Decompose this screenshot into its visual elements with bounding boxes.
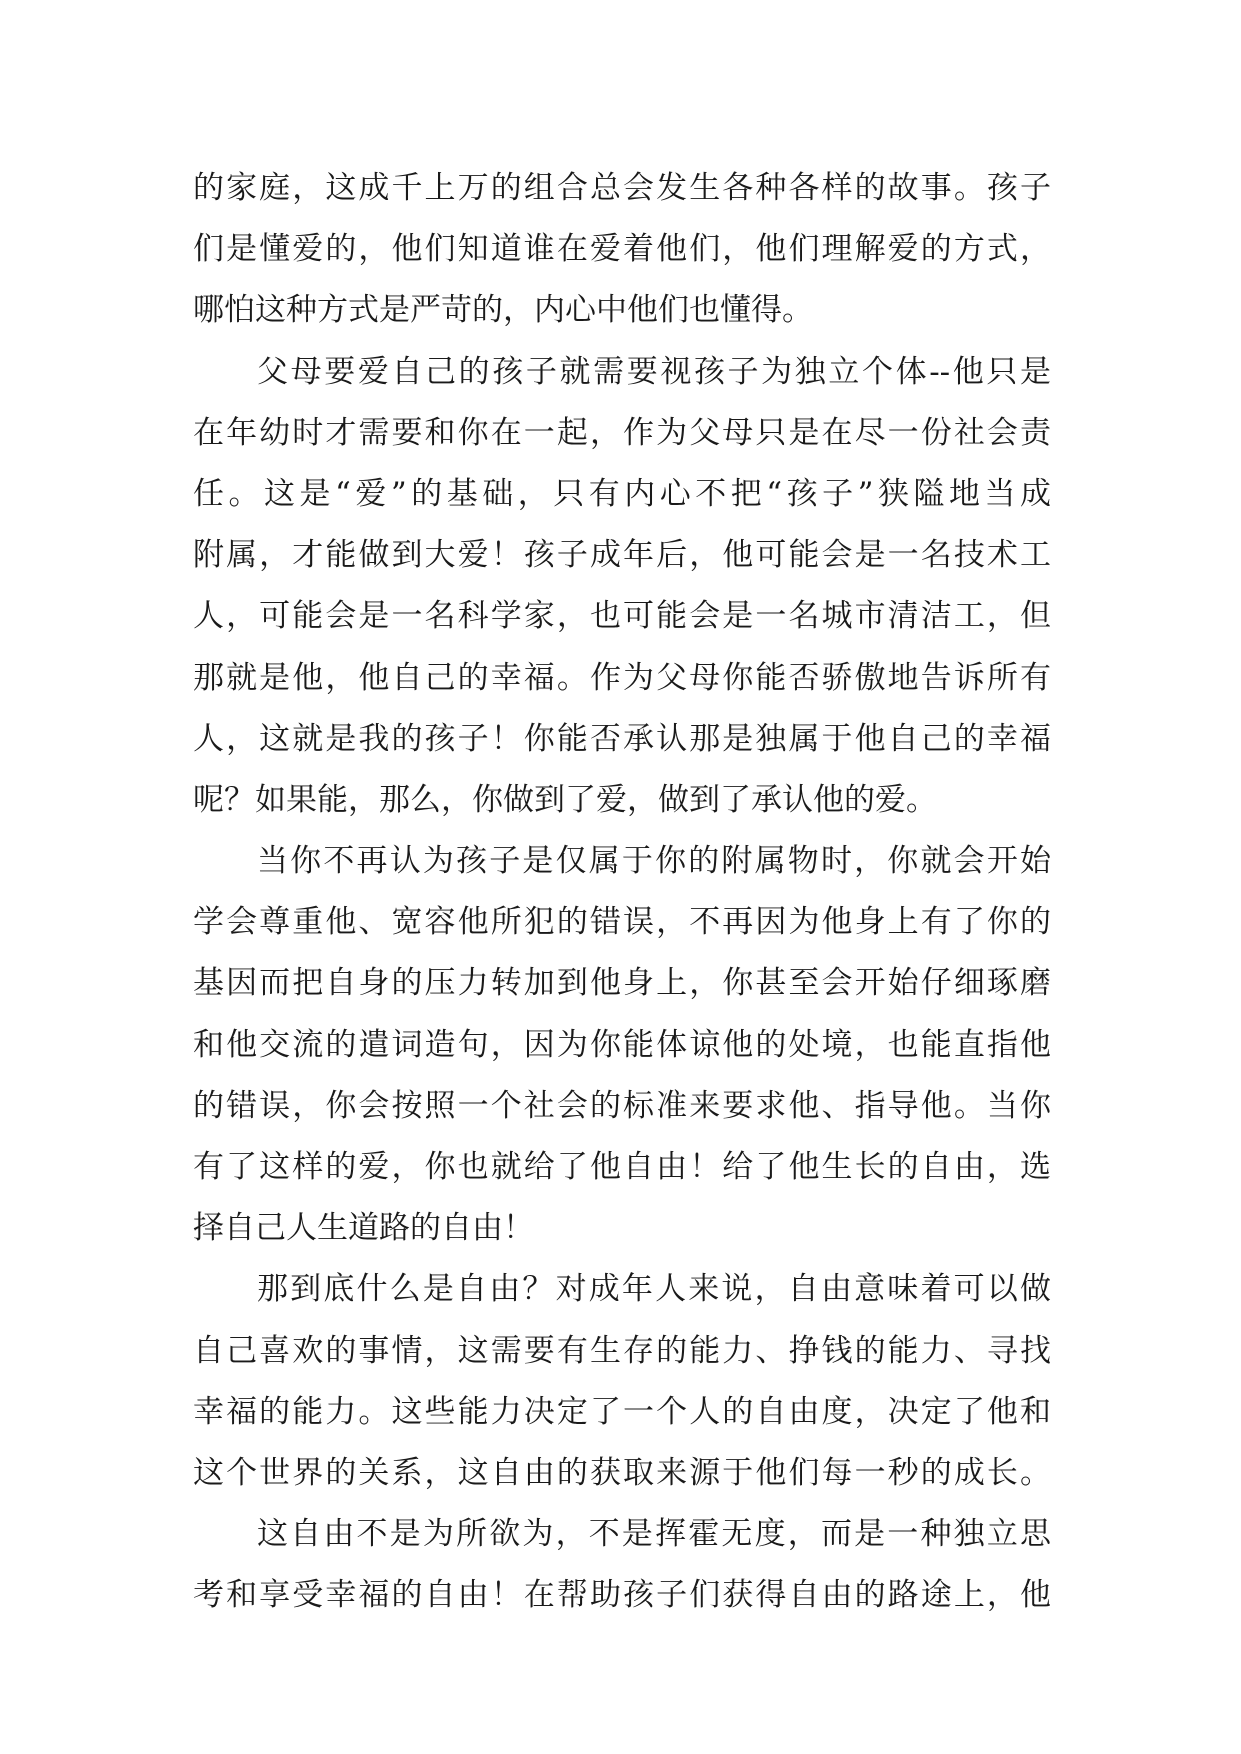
text-line: 幸福的能力。这些能力决定了一个人的自由度，决定了他和 <box>193 1393 1051 1430</box>
text-line: 任。这是“爱”的基础，只有内心不把“孩子”狭隘地当成 <box>193 475 1051 512</box>
text-line: 在年幼时才需要和你在一起，作为父母只是在尽一份社会责 <box>193 414 1051 451</box>
text-line: 人，可能会是一名科学家，也可能会是一名城市清洁工，但 <box>193 598 1051 635</box>
text-line: 那到底什么是自由？对成年人来说，自由意味着可以做 <box>257 1271 1051 1308</box>
text-line: 和他交流的遣词造句，因为你能体谅他的处境，也能直指他 <box>193 1026 1051 1063</box>
text-line: 的家庭，这成千上万的组合总会发生各种各样的故事。孩子 <box>193 170 1051 206</box>
text-line: 自己喜欢的事情，这需要有生存的能力、挣钱的能力、寻找 <box>193 1332 1051 1369</box>
text-line: 的错误，你会按照一个社会的标准来要求他、指导他。当你 <box>193 1087 1051 1124</box>
text-line: 这自由不是为所欲为，不是挥霍无度，而是一种独立思 <box>257 1516 1051 1553</box>
text-line: 有了这样的爱，你也就给了他自由！给了他生长的自由，选 <box>193 1149 1051 1185</box>
text-line: 父母要爱自己的孩子就需要视孩子为独立个体--他只是 <box>257 353 1051 390</box>
text-line: 附属，才能做到大爱！孩子成年后，他可能会是一名技术工 <box>193 537 1051 574</box>
text-line: 这个世界的关系，这自由的获取来源于他们每一秒的成长。 <box>193 1454 1051 1491</box>
text-line: 考和享受幸福的自由！在帮助孩子们获得自由的路途上，他 <box>193 1577 1051 1614</box>
text-line: 人，这就是我的孩子！你能否承认那是独属于他自己的幸福 <box>193 720 1051 757</box>
text-line: 哪怕这种方式是严苛的，内心中他们也懂得。 <box>193 292 813 329</box>
text-line: 学会尊重他、宽容他所犯的错误，不再因为他身上有了你的 <box>193 904 1051 941</box>
text-line: 那就是他，他自己的幸福。作为父母你能否骄傲地告诉所有 <box>193 659 1051 696</box>
text-line: 基因而把自身的压力转加到他身上，你甚至会开始仔细琢磨 <box>193 965 1051 1002</box>
text-line: 当你不再认为孩子是仅属于你的附属物时，你就会开始 <box>257 843 1051 880</box>
text-line: 们是懂爱的，他们知道谁在爱着他们，他们理解爱的方式， <box>193 231 1051 268</box>
body-text <box>193 158 1051 1627</box>
text-line: 择自己人生道路的自由！ <box>193 1210 534 1247</box>
text-line: 呢？如果能，那么，你做到了爱，做到了承认他的爱。 <box>193 781 937 818</box>
